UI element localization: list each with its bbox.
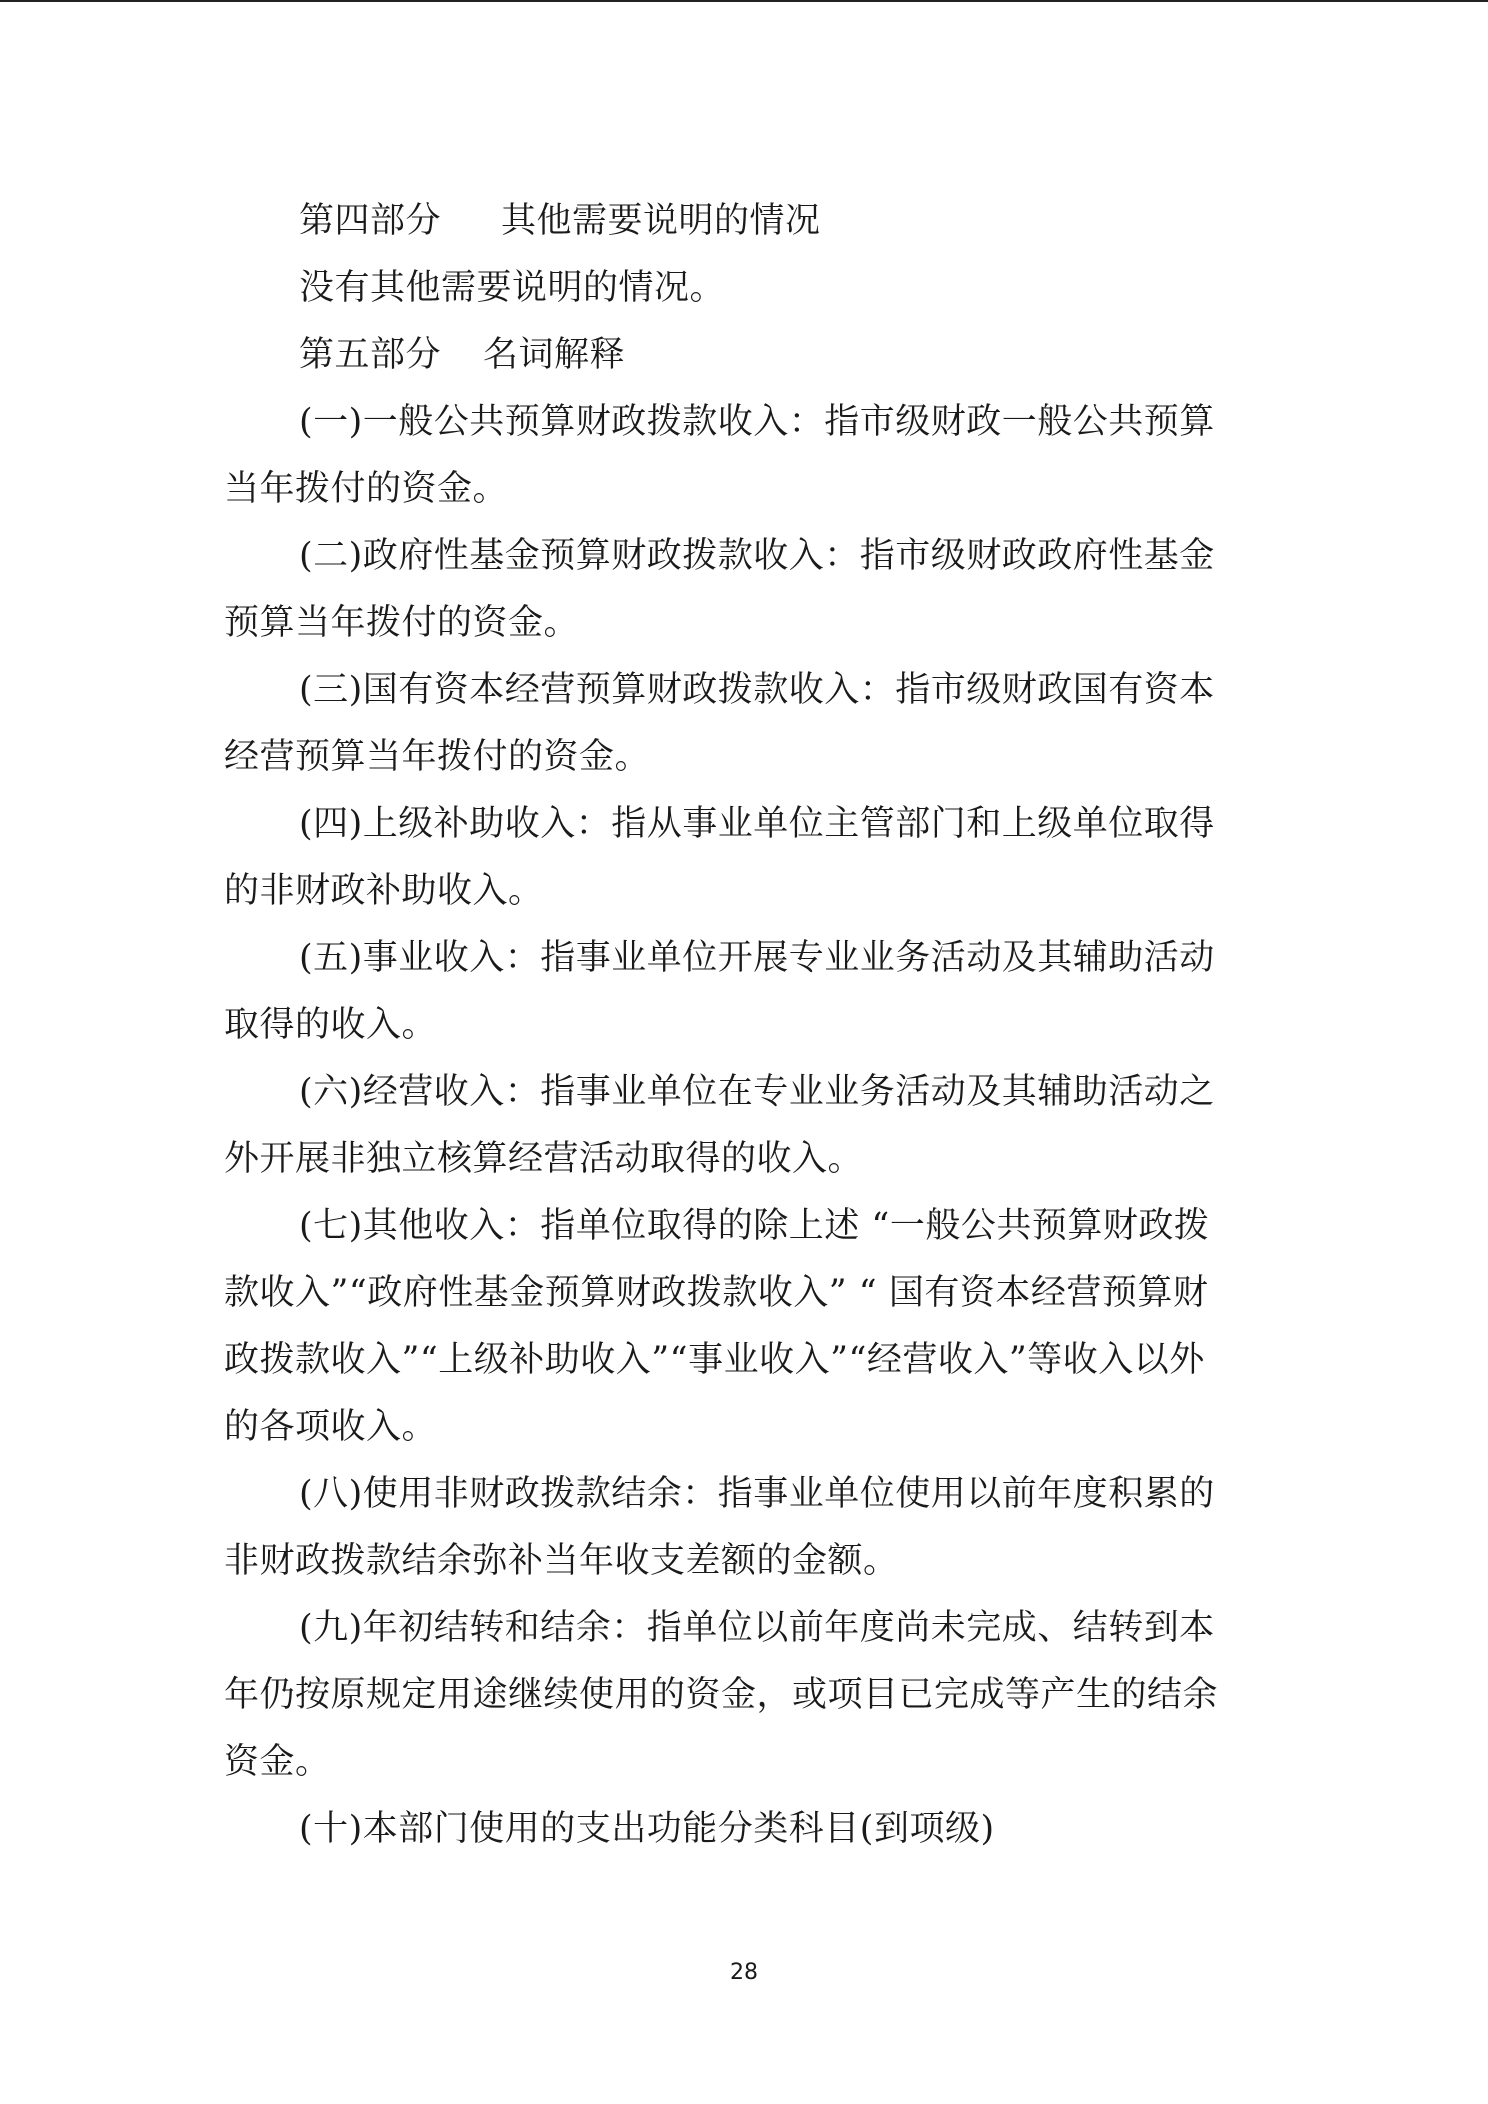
section-4-part-label: 第四部分: [299, 201, 442, 241]
definition-7-line-1: (七)其他收入：指单位取得的除上述 “一般公共预算财政拨: [299, 1206, 1210, 1246]
page-content: [224, 188, 1274, 1863]
definition-5-line-1: (五)事业收入：指事业单位开展专业业务活动及其辅助活动: [299, 938, 1215, 978]
definition-1-line-2: 当年拨付的资金。: [224, 469, 509, 509]
definition-7-line-4: 的各项收入。: [224, 1407, 438, 1447]
definition-8-line-2: 非财政拨款结余弥补当年收支差额的金额。: [224, 1541, 899, 1581]
section-4-title: 其他需要说明的情况: [501, 201, 821, 241]
definition-6-line-1: (六)经营收入：指事业单位在专业业务活动及其辅助活动之: [299, 1072, 1215, 1112]
definition-1-line-1: (一)一般公共预算财政拨款收入：指市级财政一般公共预算: [299, 402, 1215, 442]
definition-3-line-1: (三)国有资本经营预算财政拨款收入：指市级财政国有资本: [299, 670, 1215, 710]
definition-2-line-1: (二)政府性基金预算财政拨款收入：指市级财政政府性基金: [299, 536, 1215, 576]
definition-5-line-2: 取得的收入。: [224, 1005, 438, 1045]
definition-8-line-1: (八)使用非财政拨款结余：指事业单位使用以前年度积累的: [299, 1474, 1215, 1514]
definition-6-line-2: 外开展非独立核算经营活动取得的收入。: [224, 1139, 864, 1179]
definition-7-line-3: 政拨款收入”“上级补助收入”“事业收入”“经营收入”等收入以外: [224, 1340, 1205, 1380]
definition-4-line-1: (四)上级补助收入：指从事业单位主管部门和上级单位取得: [299, 804, 1215, 844]
definition-9-line-1: (九)年初结转和结余：指单位以前年度尚未完成、结转到本: [299, 1608, 1215, 1648]
definition-4-line-2: 的非财政补助收入。: [224, 871, 544, 911]
definition-9-line-2: 年仍按原规定用途继续使用的资金，或项目已完成等产生的结余: [224, 1675, 1219, 1715]
section-5-part-label: 第五部分: [299, 335, 442, 375]
definition-3-line-2: 经营预算当年拨付的资金。: [224, 737, 651, 777]
section-5-heading: [224, 322, 1274, 389]
section-4-body: 没有其他需要说明的情况。: [299, 268, 726, 308]
definition-10-line-1: (十)本部门使用的支出功能分类科目(到项级): [299, 1809, 995, 1849]
definition-2-line-2: 预算当年拨付的资金。: [224, 603, 580, 643]
section-5-title: 名词解释: [483, 335, 626, 375]
definition-7-line-2: 款收入”“政府性基金预算财政拨款收入” “ 国有资本经营预算财: [224, 1273, 1209, 1313]
definition-9-line-3: 资金。: [224, 1742, 331, 1782]
page-number: 28: [730, 1960, 758, 1985]
section-4-heading: [224, 188, 1274, 255]
